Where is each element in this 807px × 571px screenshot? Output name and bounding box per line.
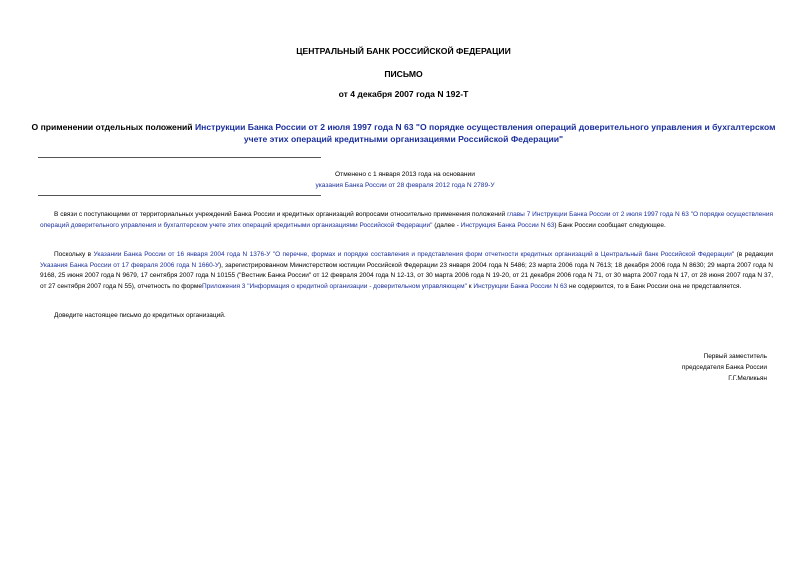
p2-text-2: (в редакции — [734, 251, 773, 258]
issuing-organization: ЦЕНТРАЛЬНЫЙ БАНК РОССИЙСКОЙ ФЕДЕРАЦИИ — [296, 46, 511, 56]
title-prefix: О применении отдельных положений — [31, 122, 195, 132]
paragraph-1 — [40, 210, 773, 231]
p1-chapter-7-link[interactable]: главы 7 Инструкции Банка России от 2 июля 1997 года N 63 "О порядке осуществления операций доверительного управления и бухгалтерском учете этих операций кредитными организациями Российской Федерации" — [40, 211, 773, 229]
paragraph-2 — [40, 250, 773, 292]
cancellation-note — [38, 169, 772, 191]
document-title — [30, 121, 777, 145]
p2-text-1: Поскольку в — [54, 251, 94, 258]
p2-ukazanie-1376-link[interactable]: Указании Банка России от 16 января 2004 года N 1376-У "О перечне, формах и порядке составления и представления форм отчетности кредитных организаций в Центральный банк Российской Федерации" — [93, 251, 735, 258]
instruction-63-link[interactable]: Инструкции Банка России от 2 июля 1997 года N 63 "О порядке осуществления операций доверительного управления и бухгалтерском учете этих операций кредитными организациями Российской Федерации" — [194, 122, 776, 144]
cancellation-link[interactable]: указания Банка России от 28 февраля 2012 года N 2789-У — [315, 182, 495, 189]
divider-top — [38, 157, 321, 158]
p3-text: Доведите настоящее письмо до кредитных организаций. — [54, 312, 226, 319]
signatory-title-2: председателя Банка России — [681, 364, 767, 371]
signatory-title-1: Первый заместитель — [703, 353, 767, 360]
signatory-name: Г.Г.Меликьян — [728, 375, 767, 382]
p2-text-5: не содержится, то в Банк России она не представляется. — [567, 282, 742, 290]
paragraph-3 — [40, 311, 773, 322]
p1-text-2: (далее - — [432, 221, 461, 229]
document-type: ПИСЬМО — [384, 69, 423, 79]
p2-text-4: к — [466, 282, 474, 290]
p2-appendix-3-link[interactable]: Приложения 3 "Информация о кредитной организации - доверительном управляющем" — [201, 282, 467, 290]
divider-bottom — [38, 195, 321, 196]
p2-ukazanie-1660-link[interactable]: Указания Банка России от 17 февраля 2006 года N 1660-У — [40, 261, 219, 269]
p1-text-3: ) Банк России сообщает следующее. — [554, 221, 666, 229]
document-date-number: от 4 декабря 2007 года N 192-Т — [338, 89, 469, 99]
p1-text-1: В связи с поступающими от территориальных учреждений Банка России и кредитных организаций вопросами относительно применения положений — [54, 211, 508, 218]
p2-instruction-63-link[interactable]: Инструкции Банка России N 63 — [473, 282, 568, 290]
p1-instruction-63-link[interactable]: Инструкция Банка России N 63 — [460, 221, 555, 229]
p2-text-3: ), зарегистрированном Министерством юстиции Российской Федерации 23 января 2004 года N 5486; 23 марта 2006 года N 7613; 18 декабря 2006 года N 8630; 29 марта 2007 года N 9168, 25 июня 2007 года N 9679, 17 сентября 2007 года N 10155 ("Вестник Банка России" от 12 февраля 2004 года N 12-13, от 30 марта 2006 года N 19-20, от 21 декабря 2006 года N 71, от 30 марта 2007 года N 17, от 28 июня 2007 года N 37, от 27 сентября 2007 года N 55), отчетность по форме — [40, 261, 773, 290]
cancellation-text: Отменено с 1 января 2013 года на основании — [335, 171, 475, 178]
signature-block — [567, 351, 767, 384]
